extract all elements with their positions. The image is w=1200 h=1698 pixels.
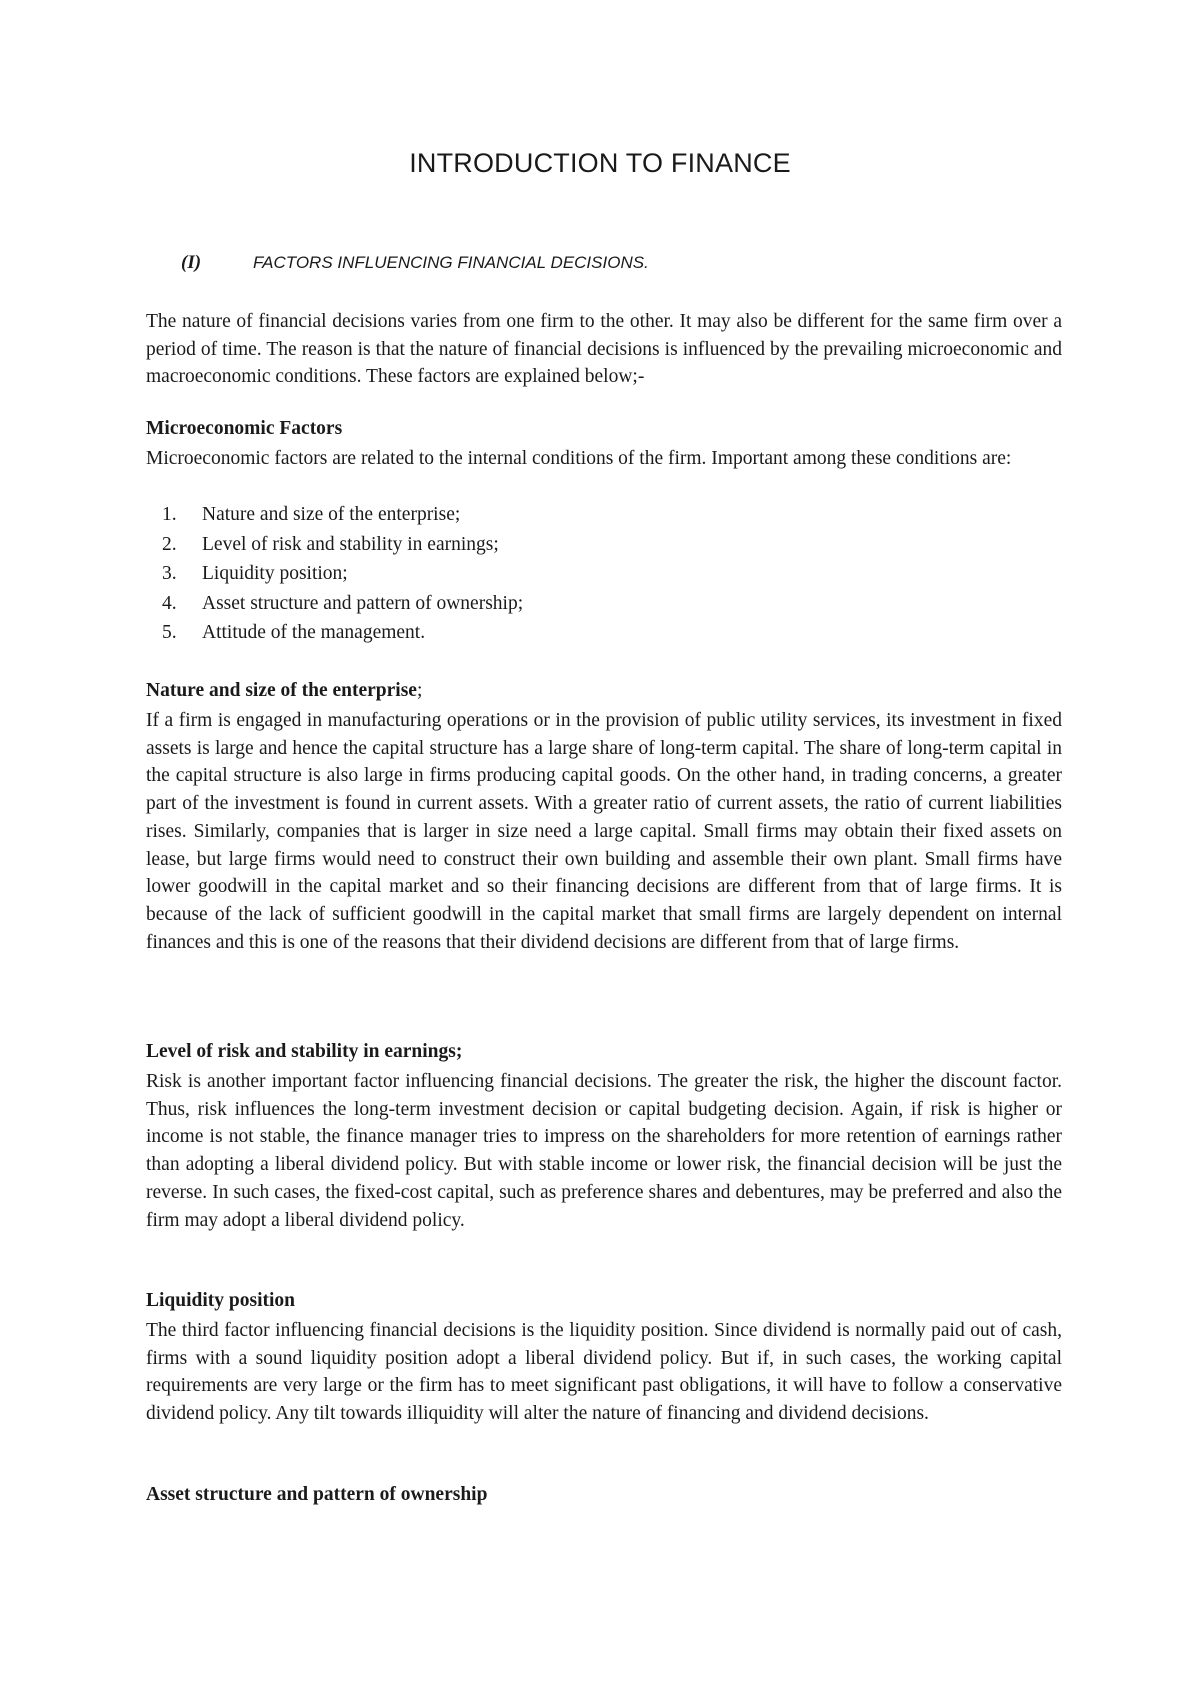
- nature-size-heading-text: Nature and size of the enterprise: [146, 680, 417, 701]
- nature-size-heading-suffix: ;: [416, 680, 423, 701]
- list-item: [146, 618, 523, 648]
- list-item: [146, 589, 523, 619]
- list-item-number: 1.: [162, 504, 177, 525]
- list-item-number: 5.: [162, 622, 177, 643]
- list-item-number: 4.: [162, 592, 177, 614]
- risk-stability-paragraph: Risk is another important factor influencing financial decisions. The greater the risk, the higher the discount factor. Thus, risk influences the long-term investment decision or capital budgeting decision. Again, if risk is higher or income is not stable, the finance manager tries to impress on the shareholders for more retention of earnings rather than adopting a liberal dividend policy. But with stable income or lower risk, the financial decision will be just the reverse. In such cases, the fixed-cost capital, such as preference shares and debentures, may be preferred and also the firm may adopt a liberal dividend policy.: [146, 1071, 1062, 1231]
- liquidity-position-heading: Liquidity position: [146, 1290, 296, 1311]
- document-title: INTRODUCTION TO FINANCE: [409, 148, 791, 178]
- list-item-number: 3.: [162, 563, 177, 584]
- list-item-text: Asset structure and pattern of ownership;: [202, 592, 524, 614]
- list-item-text: Level of risk and stability in earnings;: [202, 533, 499, 555]
- factor-list: [146, 500, 523, 648]
- section-number: (I): [181, 252, 202, 273]
- microeconomic-factors-heading: Microeconomic Factors: [146, 418, 343, 439]
- section-title: FACTORS INFLUENCING FINANCIAL DECISIONS.: [253, 253, 649, 272]
- section-heading: [181, 252, 649, 274]
- list-item: [146, 500, 523, 530]
- nature-size-paragraph: If a firm is engaged in manufacturing operations or in the provision of public utility services, its investment in fixed assets is large and hence the capital structure has a large share of long-term capital. The share of long-term capital in the capital structure is also large in firms producing capital goods. On the other hand, in trading concerns, a greater part of the investment is found in current assets. With a greater ratio of current assets, the ratio of current liabilities rises. Similarly, companies that is larger in size need a large capital. Small firms may obtain their fixed assets on lease, but large firms would need to construct their own building and assemble their own plant. Small firms have lower goodwill in the capital market and so their financing decisions are different from that of large firms. It is because of the lack of sufficient goodwill in the capital market that small firms are largely dependent on internal finances and this is one of the reasons that their dividend decisions are different from that of large firms.: [146, 710, 1062, 953]
- intro-paragraph: The nature of financial decisions varies from one firm to the other. It may also be different for the same firm over a period of time. The reason is that the nature of financial decisions is influenced by the prevailing microeconomic and macroeconomic conditions. These factors are explained below;-: [146, 311, 1062, 388]
- list-item-text: Liquidity position;: [202, 563, 348, 584]
- list-item: [146, 559, 523, 589]
- list-item-text: Attitude of the management.: [202, 622, 426, 643]
- list-item-number: 2.: [162, 533, 177, 555]
- risk-stability-heading: Level of risk and stability in earnings;: [146, 1041, 463, 1062]
- asset-structure-heading: Asset structure and pattern of ownership: [146, 1484, 488, 1505]
- list-item: [146, 530, 523, 560]
- microeconomic-factors-paragraph: Microeconomic factors are related to the internal conditions of the firm. Important among these conditions are:: [146, 448, 1012, 469]
- list-item-text: Nature and size of the enterprise;: [202, 504, 461, 525]
- liquidity-position-paragraph: The third factor influencing financial decisions is the liquidity position. Since dividend is normally paid out of cash, firms with a sound liquidity position adopt a liberal dividend policy. But if, in such cases, the working capital requirements are very large or the firm has to meet significant past obligations, it will have to follow a conservative dividend policy. Any tilt towards illiquidity will alter the nature of financing and dividend decisions.: [146, 1320, 1062, 1425]
- nature-size-heading: [146, 680, 422, 702]
